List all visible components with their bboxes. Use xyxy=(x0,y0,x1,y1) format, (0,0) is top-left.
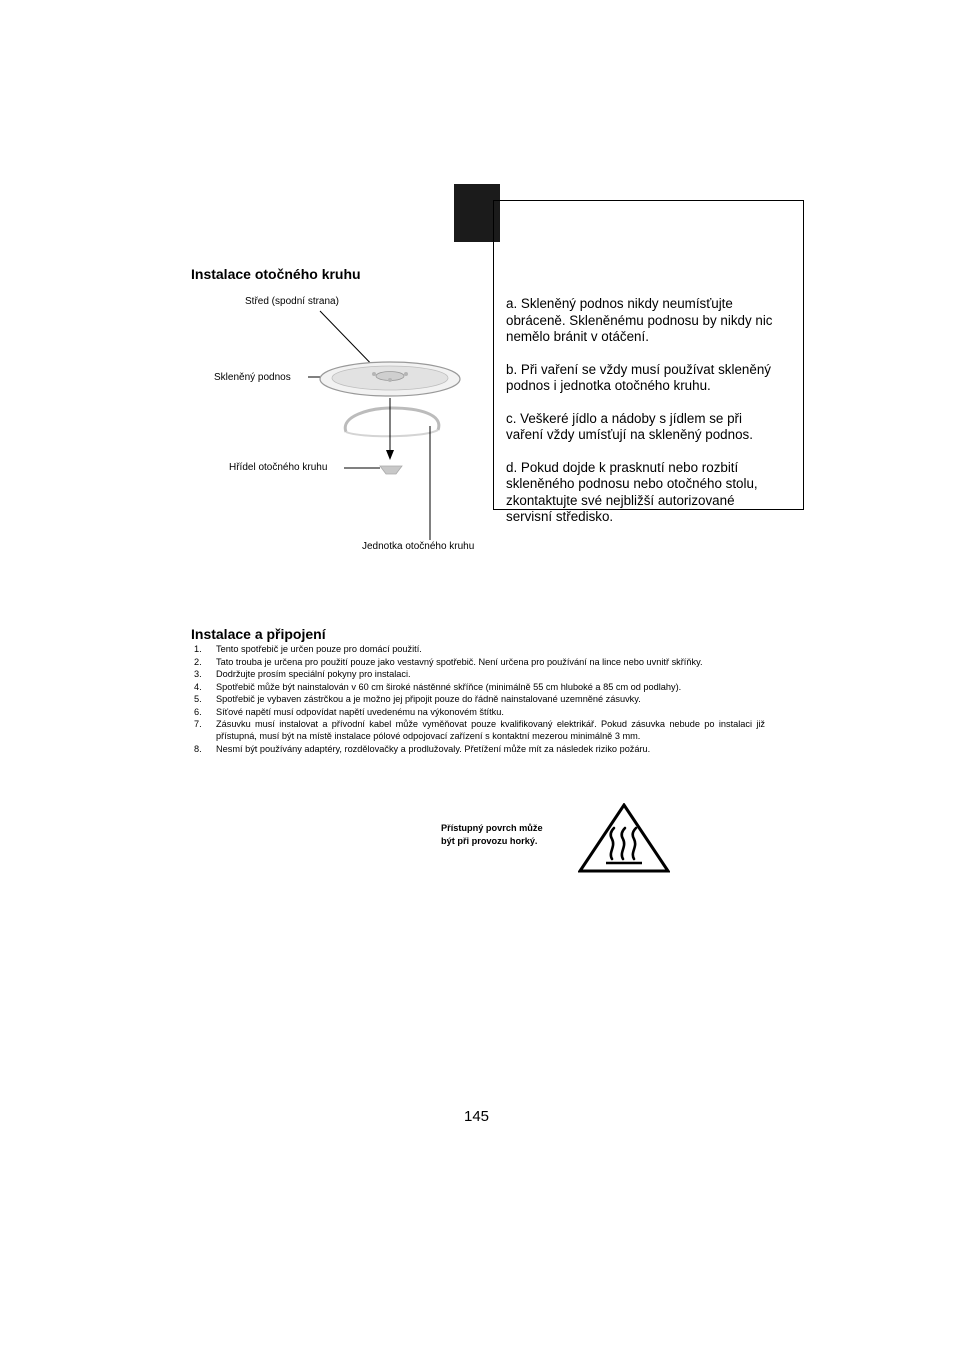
list-item-number: 1. xyxy=(194,644,202,654)
list-item-number: 3. xyxy=(194,669,202,679)
turntable-notes xyxy=(506,296,776,542)
note-a: a. Skleněný podnos nikdy neumísťujte obráceně. Skleněnému podnosu by nikdy nic nemělo bránit v otáčení. xyxy=(506,296,773,344)
list-item xyxy=(191,643,765,655)
hot-surface-warning-text xyxy=(441,822,543,848)
label-center-bottom: Střed (spodní strana) xyxy=(245,296,339,307)
list-item-text: Síťové napětí musí odpovídat napětí uvedenému na výkonovém štítku. xyxy=(216,706,504,717)
label-glass-tray: Skleněný podnos xyxy=(214,372,291,383)
list-item xyxy=(191,706,765,718)
list-item-text: Dodržujte prosím speciální pokyny pro instalaci. xyxy=(216,669,411,679)
install-instructions-list xyxy=(191,643,765,755)
list-item-text: Tato trouba je určena pro použití pouze jako vestavný spotřebič. Není určena pro používání na lince nebo uvnitř skříňky. xyxy=(216,656,703,667)
list-item-number: 5. xyxy=(194,694,202,704)
list-item-text: Nesmí být používány adaptéry, rozdělovačky a prodlužovaly. Přetížení může mít za následek riziko požáru. xyxy=(216,743,651,754)
hot-surface-warning-icon xyxy=(578,803,670,873)
list-item-number: 4. xyxy=(194,681,202,692)
page-number: 145 xyxy=(464,1108,490,1125)
list-item xyxy=(191,668,765,680)
list-item-number: 8. xyxy=(194,743,202,754)
warning-line-1: Přístupný povrch může xyxy=(441,823,543,833)
list-item xyxy=(191,743,765,755)
list-item xyxy=(191,693,765,705)
turntable-diagram xyxy=(200,290,500,560)
list-item xyxy=(191,681,765,693)
turntable-section-title: Instalace otočného kruhu xyxy=(191,266,361,282)
note-c: c. Veškeré jídlo a nádoby s jídlem se při vaření vždy umísťují na skleněný podnos. xyxy=(506,410,753,442)
note-d: d. Pokud dojde k prasknutí nebo rozbití skleněného podnosu nebo otočného stolu, zkontaktujte své nejbližší autorizované servisní středisko. xyxy=(506,459,758,524)
list-item xyxy=(191,656,765,668)
turntable-diagram-illustration xyxy=(200,290,500,560)
list-item xyxy=(191,718,765,742)
note-b: b. Při vaření se vždy musí používat skleněný podnos i jednotka otočného kruhu. xyxy=(506,361,771,393)
list-item-text: Spotřebič může být nainstalován v 60 cm široké nástěnné skříňce (minimálně 55 cm hluboké a 85 cm od podlahy). xyxy=(216,681,682,692)
list-item-text: Spotřebič je vybaven zástrčkou a je možno jej připojit pouze do řádně nainstalované uzemněné zásuvky. xyxy=(216,694,641,704)
list-item-number: 2. xyxy=(194,656,202,667)
label-turntable-shaft: Hřídel otočného kruhu xyxy=(229,462,328,473)
warning-line-2: být při provozu horký. xyxy=(441,836,538,846)
list-item-number: 6. xyxy=(194,706,202,717)
list-item-text: Zásuvku musí instalovat a přívodní kabel může vyměňovat pouze kvalifikovaný elektrikář. Pokud zásuvka nebude po instalaci již přístupná, musí být na místě instalace pólové odpojovací zařízení s kontaktní mezerou minimálně 3 mm. xyxy=(216,719,765,741)
list-item-text: Tento spotřebič je určen pouze pro domácí použití. xyxy=(216,644,422,654)
list-item-number: 7. xyxy=(194,719,202,729)
install-section-title: Instalace a připojení xyxy=(191,626,326,642)
label-turntable-ring: Jednotka otočného kruhu xyxy=(362,541,475,552)
